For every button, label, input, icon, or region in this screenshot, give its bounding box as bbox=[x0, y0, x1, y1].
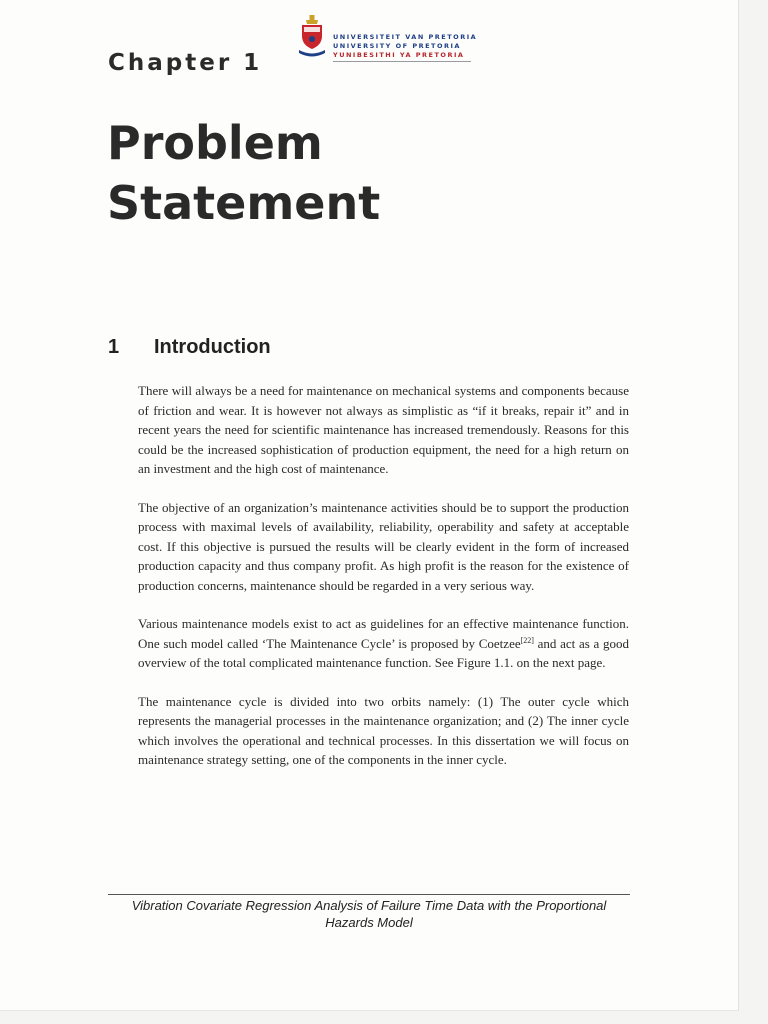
footer-line: Vibration Covariate Regression Analysis of Failure Time Data with the Proportional bbox=[131, 898, 607, 913]
body-text bbox=[138, 381, 629, 789]
footer-divider bbox=[108, 894, 630, 895]
chapter-label: Chapter 1 bbox=[108, 50, 263, 76]
paragraph bbox=[138, 614, 629, 673]
university-name-afrikaans: UNIVERSITEIT VAN PRETORIA bbox=[333, 33, 478, 41]
paragraph-text: Various maintenance models exist to act as guidelines for an effective maintenance function. One such model called ‘The Maintenance Cycle’ is proposed by Coetzee bbox=[138, 616, 629, 651]
chapter-title bbox=[107, 113, 380, 233]
university-name-english: UNIVERSITY OF PRETORIA bbox=[333, 42, 461, 50]
footer-line: Hazards Model bbox=[325, 915, 413, 930]
section-title: Introduction bbox=[154, 336, 271, 358]
paragraph: The maintenance cycle is divided into two orbits namely: (1) The outer cycle which represents the managerial processes in the maintenance organization; and (2) The inner cycle which involves the operational and technical processes. In this dissertation we will focus on maintenance strategy setting, one of the components in the inner cycle. bbox=[138, 693, 629, 767]
paragraph: The objective of an organization’s maintenance activities should be to support the production process with maximal levels of availability, reliability, operability and safety at acceptable cost. If this objective is pursued the results will be clearly evident in the form of increased production capacity and thus company profit. As high profit is the reason for the existence of production concerns, maintenance should be regarded in a very serious way. bbox=[138, 499, 629, 593]
paragraph-text: and act as a good overview of the total complicated maintenance function. See Figure 1.1. on the next page. bbox=[138, 635, 629, 670]
section-number: 1 bbox=[108, 336, 120, 358]
section-heading bbox=[108, 336, 271, 359]
university-crest-icon bbox=[297, 14, 327, 58]
university-name-sepedi: YUNIBESITHI YA PRETORIA bbox=[333, 51, 465, 59]
running-footer bbox=[108, 897, 630, 931]
chapter-title-line: Problem bbox=[107, 116, 323, 170]
chapter-title-line: Statement bbox=[107, 176, 381, 230]
university-name-underline bbox=[333, 61, 471, 62]
citation-reference: [22] bbox=[520, 635, 534, 645]
paragraph: There will always be a need for maintenance on mechanical systems and components because of friction and wear. It is however not always as simplistic as “if it breaks, repair it” and in recent years the need for scientific maintenance has increased tremendously. Reasons for this could be the increased sophistication of production equipment, the need for a high return on an investment and the high cost of maintenance. bbox=[138, 383, 629, 476]
university-names bbox=[333, 33, 477, 62]
